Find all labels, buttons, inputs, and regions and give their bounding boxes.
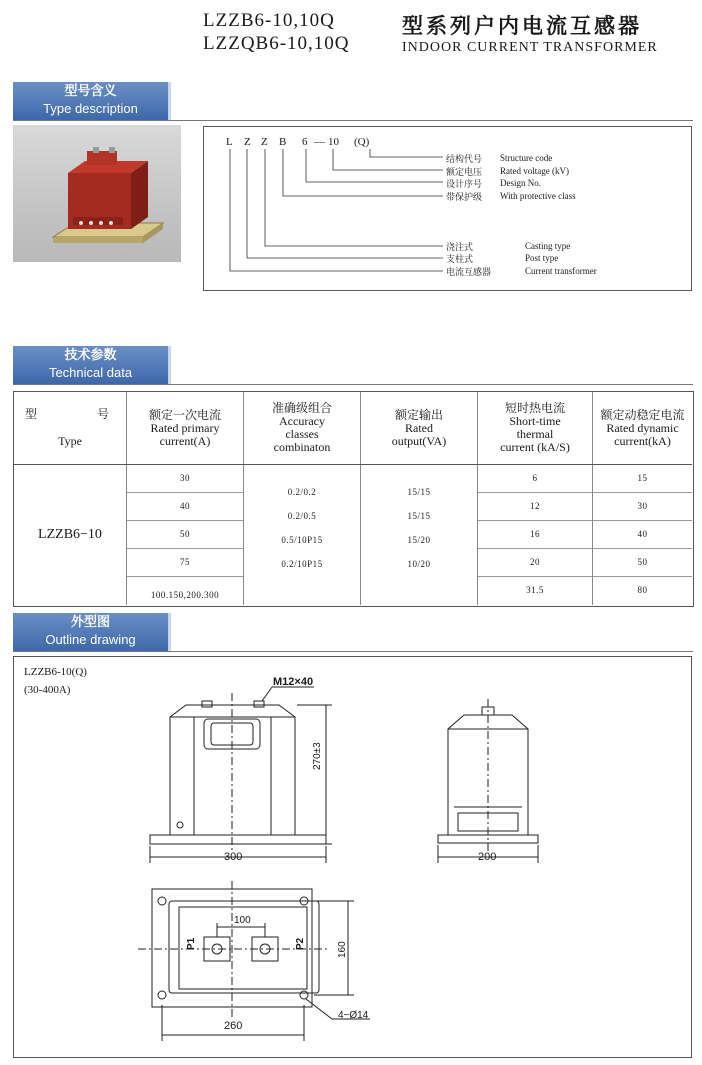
dim-front-width: 300	[224, 851, 243, 863]
cell-value: 50	[127, 521, 243, 549]
cell-primary-currents	[127, 465, 244, 606]
technical-drawing	[14, 657, 690, 1057]
cell-value: 0.2/0.5	[287, 511, 317, 521]
cell-outputs	[361, 465, 478, 606]
section-title-cn: 外型图	[70, 615, 110, 630]
meaning-cn: 设计序号	[446, 180, 483, 190]
code-letter: Z	[244, 136, 251, 148]
header-en: Type	[58, 434, 82, 448]
header-en: Short-time thermal current (kA/S)	[500, 414, 570, 454]
model-line-1: LZZB6-10,10Q	[203, 10, 335, 31]
header-cn: 额定一次电流	[148, 407, 221, 422]
code-letter: —	[314, 136, 325, 148]
meaning-en: Rated voltage (kV)	[500, 166, 569, 176]
header-en: Rated primary current(A)	[150, 420, 220, 448]
cell-value: 0.2/10P15	[281, 559, 323, 569]
section-title-en: Type description	[43, 101, 138, 116]
meaning-cn: 结构代号	[446, 155, 483, 165]
model-line-2: LZZQB6-10,10Q	[203, 33, 350, 54]
header-primary-current	[127, 392, 244, 465]
section-tab-outline-drawing	[13, 613, 171, 651]
code-letter: L	[226, 136, 233, 148]
meaning-cn: 带保护级	[446, 193, 483, 203]
cell-accuracy	[244, 465, 361, 606]
cell-value: 75	[127, 549, 243, 577]
section-divider	[13, 120, 693, 121]
meaning-cn: 支柱式	[446, 255, 474, 265]
terminal-p1: P1	[186, 937, 197, 950]
page-title-cn: 型系列户内电流互感器	[402, 14, 642, 38]
dim-holes: 4−Ø14	[338, 1010, 369, 1021]
cell-value: 0.2/0.2	[287, 487, 317, 497]
cell-value: 10/20	[407, 559, 431, 569]
cell-value: 12	[478, 493, 592, 521]
header-cn: 型 号	[24, 407, 115, 421]
spec-table	[14, 392, 692, 605]
section-divider	[13, 384, 693, 385]
meaning-en: Structure code	[500, 153, 553, 163]
cell-value: 20	[478, 549, 592, 577]
header-en: Accuracy classes combinaton	[273, 414, 331, 454]
code-letter: Z	[261, 136, 268, 148]
cell-value: 80	[637, 585, 648, 595]
meaning-en: Current transformer	[525, 266, 597, 276]
section-divider	[13, 651, 693, 652]
section-title-cn: 技术参数	[64, 348, 117, 363]
cell-value: 6	[478, 465, 592, 493]
dim-base-width: 260	[224, 1020, 243, 1032]
header-cn: 短时热电流	[504, 401, 565, 415]
cell-value: 15/20	[407, 535, 431, 545]
cell-value: 40	[127, 493, 243, 521]
header-en: Rated dynamic current(kA)	[606, 420, 679, 448]
header-rated-output	[361, 392, 478, 465]
cell-value: 16	[478, 521, 592, 549]
meaning-en: With protective class	[500, 191, 576, 201]
cell-type: LZZB6−10	[14, 465, 127, 606]
section-tab-technical-data	[13, 346, 171, 384]
meaning-cn: 浇注式	[446, 243, 474, 253]
terminal-p2: P2	[295, 937, 306, 950]
header-type	[14, 392, 127, 465]
cell-value: 40	[593, 521, 692, 549]
cell-value: 31.5	[526, 585, 544, 595]
dim-height: 270±3	[312, 742, 323, 770]
section-tab-type-description	[13, 82, 171, 120]
thread-label: M12×40	[273, 676, 314, 688]
table-row	[14, 465, 692, 606]
cell-value: 0.5/10P15	[281, 535, 323, 545]
header-accuracy	[244, 392, 361, 465]
header-en: Rated output(VA)	[391, 420, 447, 448]
table-header-row	[14, 392, 692, 465]
cell-value: 15/15	[407, 511, 431, 521]
drawing-range: (30-400A)	[24, 684, 71, 696]
meaning-en: Post type	[525, 253, 559, 263]
header-cn: 额定动稳定电流	[600, 407, 685, 422]
code-letter: (Q)	[354, 136, 370, 148]
page-title-en: INDOOR CURRENT TRANSFORMER	[402, 40, 658, 55]
cell-value: 30	[593, 493, 692, 521]
code-letter: 6	[302, 136, 308, 148]
drawing-model: LZZB6-10(Q)	[24, 666, 87, 678]
header-cn: 额定输出	[394, 407, 443, 422]
meaning-en: Design No.	[500, 178, 541, 188]
section-title-en: Technical data	[48, 365, 133, 380]
dim-base-depth: 160	[337, 941, 348, 958]
cell-dynamic	[593, 465, 693, 606]
meaning-cn: 额定电压	[446, 168, 483, 178]
code-letter: B	[279, 136, 287, 148]
cell-thermal	[478, 465, 593, 606]
dim-terminal-spacing: 100	[234, 915, 251, 926]
meaning-cn: 电流互感器	[446, 268, 492, 278]
code-letter: 10	[328, 136, 339, 148]
cell-value: 100.150,200.300	[150, 590, 220, 600]
meaning-en: Casting type	[525, 241, 571, 251]
current-transformer-image	[13, 125, 181, 262]
header-dynamic-current	[593, 392, 693, 465]
cell-value: 50	[593, 549, 692, 577]
product-photo	[13, 125, 181, 262]
dim-side-width: 200	[478, 851, 497, 863]
header-cn: 准确级组合	[271, 401, 332, 415]
section-title-cn: 型号含义	[64, 84, 117, 99]
section-title-en: Outline drawing	[45, 632, 136, 647]
header-thermal-current	[478, 392, 593, 465]
cell-value: 15	[593, 465, 692, 493]
cell-value: 15/15	[407, 487, 431, 497]
cell-value: 30	[127, 465, 243, 493]
